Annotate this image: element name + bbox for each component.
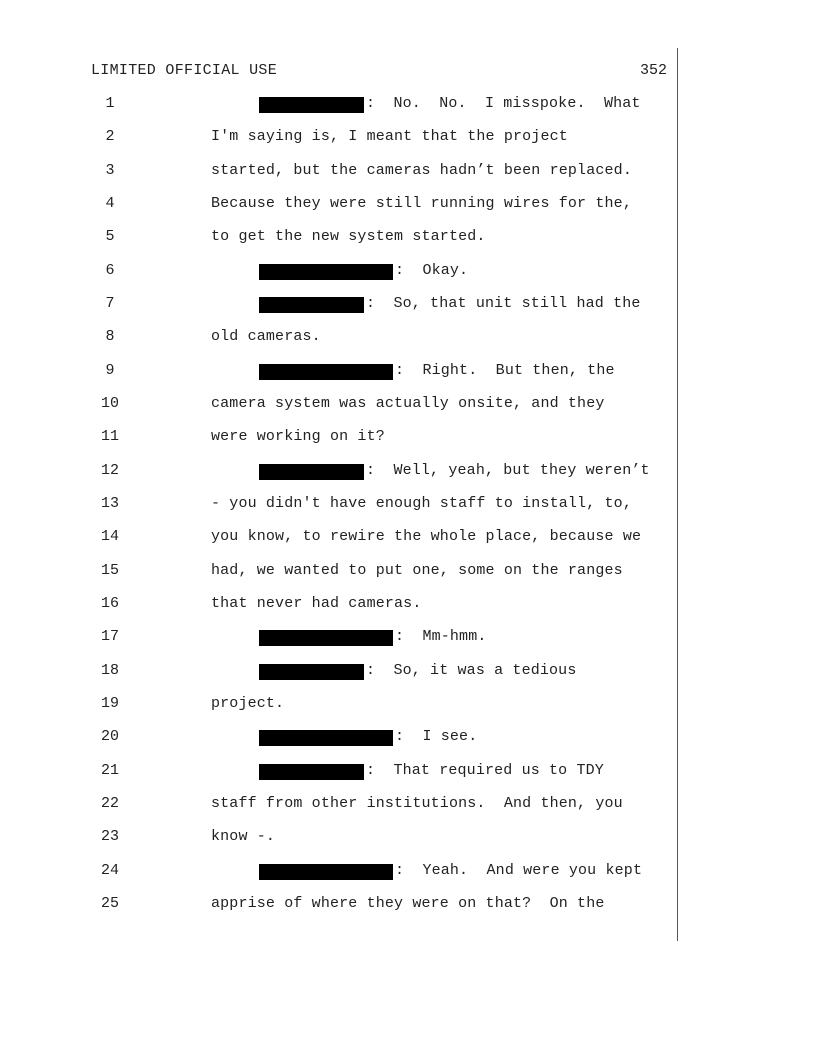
line-number: 16 <box>100 595 119 612</box>
line-text: : So, that unit still had the <box>366 295 641 312</box>
transcript-line <box>0 462 816 486</box>
line-number: 1 <box>105 95 115 112</box>
redacted-speaker-name <box>259 864 393 880</box>
transcript-line <box>0 228 816 252</box>
line-text: : Mm-hmm. <box>395 628 487 645</box>
line-text: - you didn't have enough staff to install, to, <box>211 495 632 512</box>
line-text: started, but the cameras hadn’t been replaced. <box>211 162 632 179</box>
line-number: 4 <box>105 195 115 212</box>
line-text: : No. No. I misspoke. What <box>366 95 641 112</box>
transcript-line <box>0 828 816 852</box>
transcript-line <box>0 762 816 786</box>
transcript-line <box>0 128 816 152</box>
transcript-line <box>0 428 816 452</box>
line-text: that never had cameras. <box>211 595 422 612</box>
transcript-line <box>0 662 816 686</box>
transcript-line <box>0 295 816 319</box>
line-number: 17 <box>100 628 119 645</box>
redacted-speaker-name <box>259 664 364 680</box>
page-number: 352 <box>640 62 668 79</box>
line-number: 24 <box>100 862 119 879</box>
line-text: : I see. <box>395 728 478 745</box>
transcript-line <box>0 195 816 219</box>
line-number: 11 <box>100 428 119 445</box>
redacted-speaker-name <box>259 630 393 646</box>
line-text: Because they were still running wires for the, <box>211 195 632 212</box>
line-number: 2 <box>105 128 115 145</box>
line-number: 9 <box>105 362 115 379</box>
line-number: 14 <box>100 528 119 545</box>
line-text: I'm saying is, I meant that the project <box>211 128 568 145</box>
line-text: old cameras. <box>211 328 321 345</box>
redacted-speaker-name <box>259 264 393 280</box>
line-text: apprise of where they were on that? On the <box>211 895 605 912</box>
classification-header: LIMITED OFFICIAL USE <box>91 62 278 79</box>
redacted-speaker-name <box>259 730 393 746</box>
line-text: project. <box>211 695 285 712</box>
line-number: 3 <box>105 162 115 179</box>
line-number: 15 <box>100 562 119 579</box>
line-text: to get the new system started. <box>211 228 486 245</box>
line-number: 6 <box>105 262 115 279</box>
line-number: 5 <box>105 228 115 245</box>
line-number: 23 <box>100 828 119 845</box>
line-text: : So, it was a tedious <box>366 662 577 679</box>
line-number: 22 <box>100 795 119 812</box>
line-number: 20 <box>100 728 119 745</box>
transcript-line <box>0 695 816 719</box>
line-number: 13 <box>100 495 119 512</box>
transcript-line <box>0 262 816 286</box>
transcript-line <box>0 328 816 352</box>
line-text: were working on it? <box>211 428 385 445</box>
transcript-line <box>0 562 816 586</box>
transcript-line <box>0 95 816 119</box>
redacted-speaker-name <box>259 97 364 113</box>
line-text: : Okay. <box>395 262 469 279</box>
line-number: 21 <box>100 762 119 779</box>
line-number: 8 <box>105 328 115 345</box>
transcript-line <box>0 895 816 919</box>
transcript-line <box>0 528 816 552</box>
line-number: 7 <box>105 295 115 312</box>
line-text: know -. <box>211 828 276 845</box>
line-text: : Right. But then, the <box>395 362 615 379</box>
redacted-speaker-name <box>259 297 364 313</box>
transcript-line <box>0 362 816 386</box>
line-text: staff from other institutions. And then, you <box>211 795 623 812</box>
line-text: : That required us to TDY <box>366 762 604 779</box>
line-number: 25 <box>100 895 119 912</box>
line-text: you know, to rewire the whole place, because we <box>211 528 642 545</box>
line-number: 18 <box>100 662 119 679</box>
transcript-line <box>0 395 816 419</box>
transcript-line <box>0 628 816 652</box>
line-text: : Yeah. And were you kept <box>395 862 643 879</box>
transcript-line <box>0 495 816 519</box>
transcript-line <box>0 795 816 819</box>
redacted-speaker-name <box>259 764 364 780</box>
line-number: 19 <box>100 695 119 712</box>
line-number: 10 <box>100 395 119 412</box>
transcript-line <box>0 862 816 886</box>
transcript-line <box>0 595 816 619</box>
redacted-speaker-name <box>259 364 393 380</box>
line-number: 12 <box>100 462 119 479</box>
line-text: camera system was actually onsite, and they <box>211 395 605 412</box>
transcript-line <box>0 728 816 752</box>
line-text: had, we wanted to put one, some on the ranges <box>211 562 623 579</box>
redacted-speaker-name <box>259 464 364 480</box>
transcript-line <box>0 162 816 186</box>
line-text: : Well, yeah, but they weren’t <box>366 462 650 479</box>
